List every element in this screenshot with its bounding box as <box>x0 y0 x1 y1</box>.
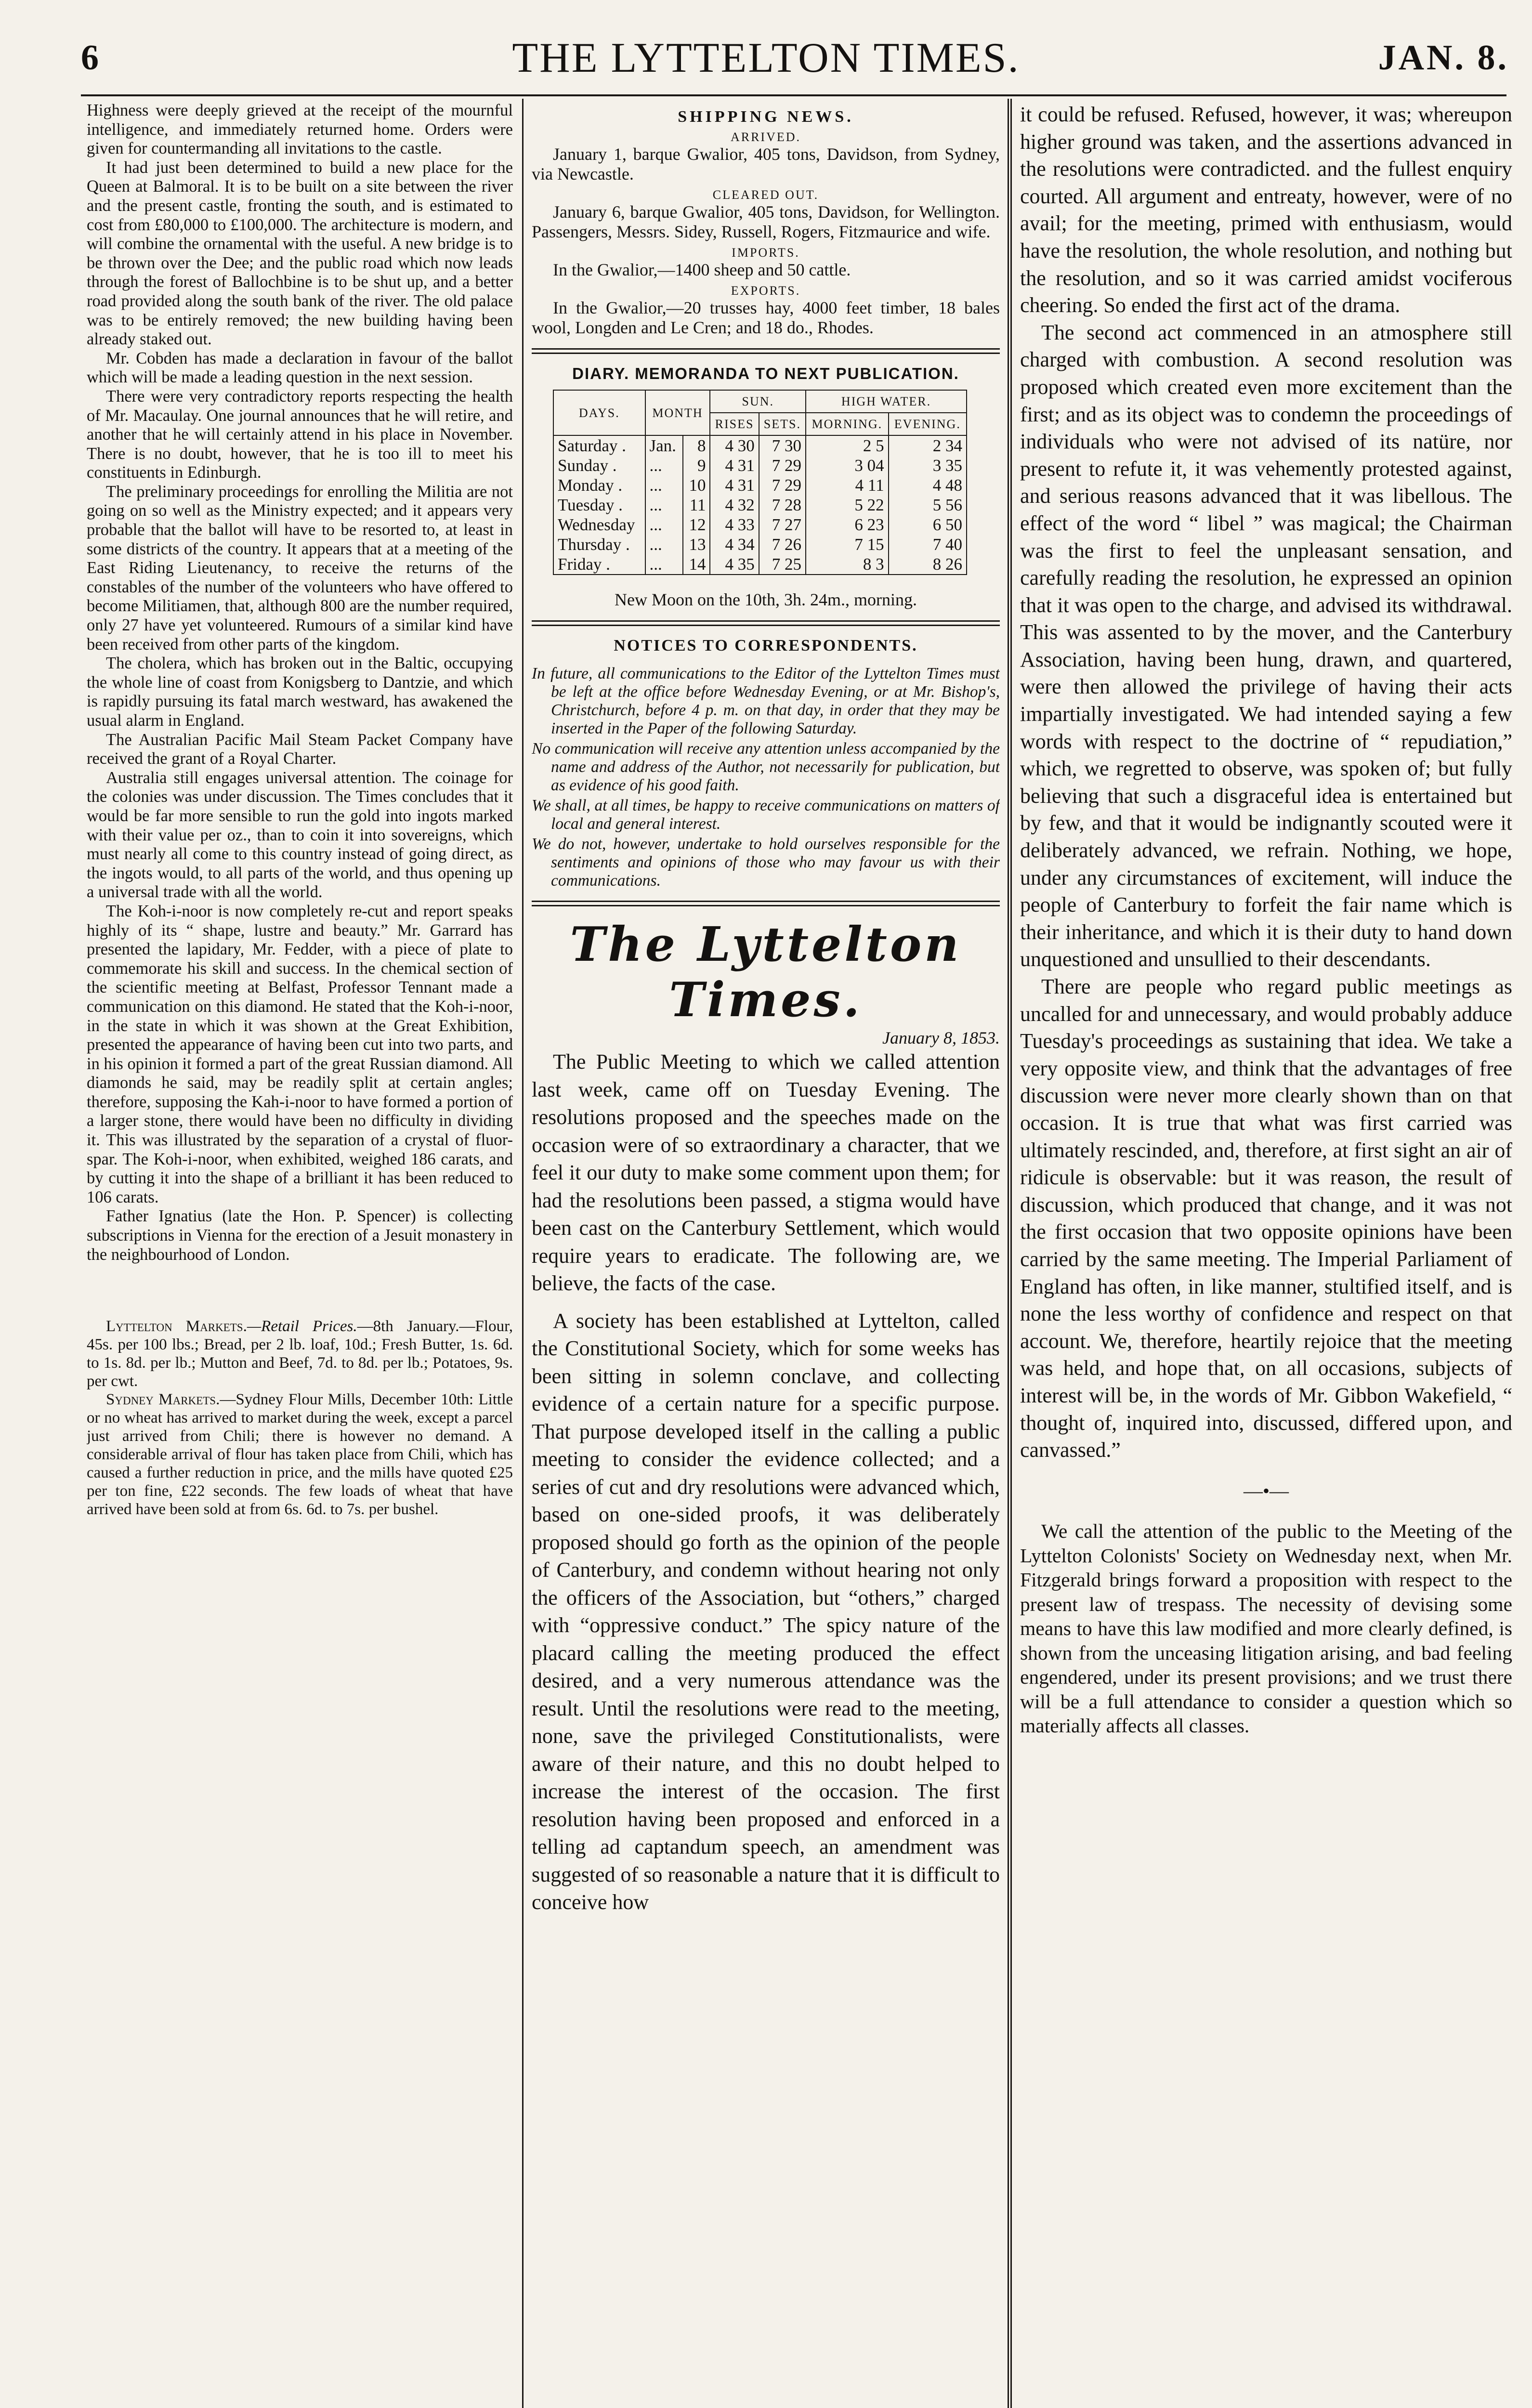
news-paragraph: There were very contradictory reports respecting the health of Mr. Macaulay. One journal announces that he will retire, and another that he will certainly attend in his place in November. There is no doubt, however, that he is too ill to meet his constituents in Edinburgh. <box>87 387 513 482</box>
diary-day: Friday . <box>553 554 645 575</box>
diary-month: Jan. <box>645 435 683 456</box>
leader-paragraph: The Public Meeting to which we called attention last week, came off on Tuesday Evening. The resolutions proposed and the speeches made on the occasion were of so extraordinary a character, that we feel it our duty to make some comment upon them; for had the resolutions been passed, a stigma would have been cast on the Canterbury Settlement, which would require years to eradicate. The following are, we believe, the facts of the case. <box>532 1050 1000 1295</box>
diary-evening: 6 50 <box>889 515 967 535</box>
news-paragraph: Father Ignatius (late the Hon. P. Spencer) is collecting subscriptions in Vienna for the erection of a Jesuit monastery in the neighbourhood of London. <box>87 1207 513 1264</box>
markets-subtitle: —Retail Prices. <box>247 1318 357 1335</box>
diary-month: ... <box>645 495 683 515</box>
diary-header-sets: SETS. <box>759 413 806 435</box>
diary-header-sun: SUN. <box>710 390 806 413</box>
colonists-society-notice: We call the attention of the public to the Meeting of the Lyttelton Colonists' Society on Wednesday next, when Mr. Fitzgerald brings forward a proposition with respect to the present law of trespass. The necessity of devising some means to have this law modified and more clearly defined, is shown from the unceasing litigation arising, and bad feeling engendered, under its present provisions; and we trust there will be a full attendance to consider a question which so materially affects all classes. <box>1020 1520 1512 1737</box>
diary-sets: 7 29 <box>759 456 806 475</box>
table-row <box>553 515 967 535</box>
diary-header-high-water: HIGH WATER. <box>806 390 967 413</box>
diary-morning: 6 23 <box>806 515 889 535</box>
table-row <box>553 435 967 456</box>
diary-rises: 4 30 <box>710 435 759 456</box>
markets-text: —8th January.—Flour, 45s. per 100 lbs.; Bread, per 2 lb. loaf, 10d.; Fresh Butter, 1s. 6d. to 1s. 8d. per lb.; Mutton and Beef, 7d. to 8d. per lb.; Potatoes, 9s. per cwt. <box>87 1318 513 1390</box>
notice-item: We do not, however, undertake to hold ourselves responsible for the sentiments and opinions of those who may favour us with their communications. <box>532 835 1000 890</box>
diary-sets: 7 25 <box>759 554 806 575</box>
shipping-news <box>532 108 1000 338</box>
diary-morning: 4 11 <box>806 475 889 495</box>
paper-title: The Lyttelton Times. <box>570 917 962 1028</box>
news-paragraph: The preliminary proceedings for enrolling the Militia are not going on so well as the Ministry expected; and it appears very probable that the ballot will have to be resorted to, at least in some districts of the country. It appears that at a meeting of the East Riding Lieutenancy, to receive the returns of the constables of the number of the volunteers who have offered to become Militiamen, that, although 800 are the number required, only 27 have yet volunteered. Rumours of a similar kind have been received from other parts of the kingdom. <box>87 482 513 654</box>
news-paragraph: The Australian Pacific Mail Steam Packet Company have received the grant of a Royal Charter. <box>87 730 513 768</box>
diary-date: 12 <box>683 515 710 535</box>
markets-title: Lyttelton Markets. <box>106 1318 247 1335</box>
table-row <box>553 475 967 495</box>
news-paragraph: The Koh-i-noor is now completely re-cut and report speaks highly of its “ shape, lustre and beauty.” Mr. Garrard has presented the lapidary, Mr. Fedder, with a piece of plate to commemorate his skill and success. In the chemical section of the scientific meeting at Belfast, Professor Tennant made a communication on this diamond. He stated that the Koh-i-noor, in the state in which it was shown at the Great Exhibition, presented the appearance of having been cut into two parts, and in his opinion it formed a part of the great Russian diamond. All diamonds he said, may be readily split at certain angles; therefore, supposing the Kah-i-noor to have formed a portion of a larger stone, there would have been no difficulty in dividing it. This was illustrated by the separation of a crystal of fluor-spar. The Koh-i-noor, when exhibited, weighed 186 carats, and by cutting it into the shape of a brilliant it has been reduced to 106 carats. <box>87 902 513 1206</box>
column-news <box>87 101 513 2408</box>
sydney-markets <box>87 1390 513 1518</box>
diary-month: ... <box>645 456 683 475</box>
diary-sets: 7 26 <box>759 535 806 554</box>
notice-item: In future, all communications to the Editor of the Lyttelton Times must be left at the office before Wednesday Evening, or at Mr. Bishop's, Christchurch, before 4 p. m. on that day, in order that they may be inserted in the Paper of the following Saturday. <box>532 665 1000 737</box>
diary-month: ... <box>645 554 683 575</box>
diary-morning: 8 3 <box>806 554 889 575</box>
leader-paragraph: A society has been established at Lyttelton, called the Constitutional Society, which for some weeks has been sitting in solemn conclave, and collecting evidence of a certain nature for a specific purpose. That purpose developed itself in the calling a public meeting to consider the evidence collected; and a series of cut and dry resolutions were advanced which, based on one-sided proofs, it was deliberately proposed should go forth as the opinion of the people of Canterbury, and condemn without hearing not only the officers of the Association, but “others,” charged with “oppressive conduct.” The spicy nature of the placard calling the meeting produced the effect desired, and a very numerous attendance was the result. Until the resolutions were read to the meeting, none, save the privileged Constitutionalists, were aware of their nature, and this no doubt helped to increase the interest of the occasion. The first resolution having been proposed and enforced in a telling ad captandum speech, an amendment was suggested of so reasonable a nature that it is difficult to conceive how <box>532 1309 1000 1914</box>
diary-day: Thursday . <box>553 535 645 554</box>
notices-to-correspondents <box>532 665 1000 890</box>
leader-article <box>532 1048 1000 1916</box>
section-divider <box>532 348 1000 354</box>
diary-date: 11 <box>683 495 710 515</box>
column-leader-continued <box>1020 101 1512 2408</box>
diary-evening: 2 34 <box>889 435 967 456</box>
diary-morning: 5 22 <box>806 495 889 515</box>
news-paragraph: It had just been determined to build a new place for the Queen at Balmoral. It is to be built on a site between the river and the present castle, fronting the south, and is estimated to cost from £80,000 to £100,000. The architecture is modern, and will combine the ornamental with the useful. A new bridge is to be thrown over the Dee; and the public road which now leads through the forest of Ballochbine is to be shut up, and a better road provided along the south bank of the river. The old palace was to be entirely removed; the new building having been already staked out. <box>87 158 513 349</box>
diary-morning: 2 5 <box>806 435 889 456</box>
diary-month: ... <box>645 515 683 535</box>
diary-rises: 4 33 <box>710 515 759 535</box>
markets-text: —Sydney Flour Mills, December 10th: Little or no wheat has arrived to market during the week, except a parcel just arrived from Chili; there is however no demand. A considerable arrival of flour has taken place from Chili, which has caused a further reduction in price, and the mills have quoted £25 per ton fine, £22 seconds. The few loads of wheat that have arrived have been sold at from 6s. 6d. to 7s. per bushel. <box>87 1391 513 1518</box>
arrived-label: ARRIVED. <box>730 130 801 144</box>
moon-note: New Moon on the 10th, 3h. 24m., morning. <box>615 590 917 609</box>
diary-sets: 7 27 <box>759 515 806 535</box>
imports-label: IMPORTS. <box>732 246 800 260</box>
diary-title: DIARY. MEMORANDA TO NEXT PUBLICATION. <box>572 365 959 382</box>
diary-day: Sunday . <box>553 456 645 475</box>
diary-morning: 3 04 <box>806 456 889 475</box>
diary-day: Wednesday <box>553 515 645 535</box>
diary-sets: 7 29 <box>759 475 806 495</box>
header-rule <box>81 94 1506 96</box>
diary-header-days: DAYS. <box>553 390 645 435</box>
diary-date: 13 <box>683 535 710 554</box>
diary-rises: 4 32 <box>710 495 759 515</box>
column-rule-2a <box>1008 99 1009 2408</box>
news-paragraph: Mr. Cobden has made a declaration in favour of the ballot which will be made a leading question in the next session. <box>87 349 513 387</box>
column-shipping-leader <box>532 101 1000 2408</box>
diary-header-morning: MORNING. <box>806 413 889 435</box>
cleared-entry: January 6, barque Gwalior, 405 tons, Davidson, for Wellington. Passengers, Messrs. Sidey, Russell, Rogers, Fitzmaurice and wife. <box>532 202 1000 241</box>
diary-sets: 7 30 <box>759 435 806 456</box>
diary-sets: 7 28 <box>759 495 806 515</box>
diary-date: 14 <box>683 554 710 575</box>
imports-entry: In the Gwalior,—1400 sheep and 50 cattle. <box>553 260 851 279</box>
diary-morning: 7 15 <box>806 535 889 554</box>
markets-title: Sydney Markets. <box>106 1391 220 1409</box>
section-divider <box>532 901 1000 906</box>
diary-rises: 4 31 <box>710 475 759 495</box>
exports-label: EXPORTS. <box>731 284 801 298</box>
exports-entry: In the Gwalior,—20 trusses hay, 4000 feet timber, 18 bales wool, Longden and Le Cren; and 18 do., Rhodes. <box>532 298 1000 337</box>
diary-day: Saturday . <box>553 435 645 456</box>
table-row <box>553 535 967 554</box>
notice-item: No communication will receive any attention unless accompanied by the name and address of the Author, not necessarily for publication, but as evidence of his good faith. <box>532 740 1000 794</box>
diary-evening: 5 56 <box>889 495 967 515</box>
lyttelton-markets <box>87 1317 513 1390</box>
diary-date: 9 <box>683 456 710 475</box>
page-header <box>0 0 1532 99</box>
arrived-entry: January 1, barque Gwalior, 405 tons, Davidson, from Sydney, via Newcastle. <box>532 144 1000 183</box>
diary-evening: 7 40 <box>889 535 967 554</box>
ornament-divider: —•— <box>1243 1479 1289 1502</box>
leader-paragraph: it could be refused. Refused, however, it was; whereupon higher ground was taken, and the assertions advanced in the resolutions were contradicted. and the fullest enquiry courted. All argument and entreaty, however, were of no avail; for the meeting, primed with enthusiasm, would have the resolution, the whole resolution, and nothing but the resolution, and so it was carried amidst vociferous cheering. So ended the first act of the drama. <box>1020 103 1512 317</box>
column-rule-2b <box>1010 99 1012 2408</box>
diary-rises: 4 34 <box>710 535 759 554</box>
news-paragraph: Australia still engages universal attention. The coinage for the colonies was under discussion. The Times concludes that it would be far more sensible to run the gold into ingots marked with their value per oz., than to coin it into sovereigns, which must nearly all come to this country instead of going direct, as the ingots would, to all parts of the world, and thus opening up a universal trade with all the world. <box>87 768 513 902</box>
diary-evening: 3 35 <box>889 456 967 475</box>
cleared-label: CLEARED OUT. <box>712 188 819 202</box>
diary-month: ... <box>645 535 683 554</box>
news-paragraph: The cholera, which has broken out in the Baltic, occupying the whole line of coast from Konigsberg to Dantzie, and which is rapidly pursuing its fatal march westward, has awakened the usual alarm in England. <box>87 654 513 730</box>
leader-date: January 8, 1853. <box>882 1028 1000 1047</box>
column-rule-1 <box>522 99 524 2408</box>
diary-header-evening: EVENING. <box>889 413 967 435</box>
masthead: THE LYTTELTON TIMES. <box>512 35 1020 81</box>
table-row <box>553 554 967 575</box>
diary-day: Monday . <box>553 475 645 495</box>
page-number: 6 <box>81 38 99 78</box>
diary-date: 10 <box>683 475 710 495</box>
diary-table <box>553 390 967 575</box>
diary-evening: 4 48 <box>889 475 967 495</box>
diary-month: ... <box>645 475 683 495</box>
diary-header-month: MONTH <box>645 390 710 435</box>
leader-paragraph: The second act commenced in an atmosphere still charged with combustion. A second resolution was proposed which created even more excitement than the first; and as its object was to condemn the proceedings of individuals who were not advised of its natüre, nor present to refute it, it was vehemently protested against, and serious reasons advanced that it was libellous. The effect of the word “ libel ” was magical; the Chairman was the first to feel the unpleasant sensation, and carefully reading the resolution, he expressed an opinion that it was open to the charge, and advised its withdrawal. This was assented to by the mover, and the Canterbury Association, having been hung, drawn, and quartered, were then allowed the privilege of having their acts impartially investigated. We had intended saying a few words with respect to the doctrine of “ repudiation,” which, we regretted to observe, was spoken of; but fully believing that such a disgraceful idea is entertained but by few, and that it would be indignantly scouted were it deliberately advanced, we refrain. Nothing, we hope, under any circumstances of excitement, will induce the people of Canterbury to forfeit the fair name which is their inheritance, and which it is their duty to hand down unquestioned and unsullied to their descendants. <box>1020 320 1512 971</box>
table-row <box>553 456 967 475</box>
leader-paragraph: There are people who regard public meetings as uncalled for and unnecessary, and would probably adduce Tuesday's proceedings as sustaining that idea. We take a very opposite view, and think that the advantages of free discussion were never more clearly shown than on that occasion. It is true that what was first carried was ultimately rescinded, and, therefore, at first sight an air of ridicule is observable: but it was reason, the result of discussion, which produced that change, and it was not the first occasion that two opposite opinions have been carried by the same meeting. The Imperial Parliament of England has often, in like manner, stultified itself, and is none the less worthy of confidence and respect on that account. We, therefore, heartily rejoice that the meeting was held, and hope that, on all occasions, subjects of interest will be, in the words of Mr. Gibbon Wakefield, “ thought of, inquired into, discussed, differed upon, and canvassed.” <box>1020 975 1512 1462</box>
diary-rises: 4 31 <box>710 456 759 475</box>
table-row <box>553 495 967 515</box>
news-paragraph: Highness were deeply grieved at the receipt of the mournful intelligence, and immediately returned home. Orders were given for countermanding all invitations to the castle. <box>87 101 513 158</box>
diary-evening: 8 26 <box>889 554 967 575</box>
diary-header-rises: RISES <box>710 413 759 435</box>
diary-rises: 4 35 <box>710 554 759 575</box>
diary-date: 8 <box>683 435 710 456</box>
issue-date: JAN. 8. <box>1378 38 1509 78</box>
section-divider <box>532 620 1000 626</box>
shipping-title: SHIPPING NEWS. <box>678 108 854 126</box>
diary-day: Tuesday . <box>553 495 645 515</box>
notice-item: We shall, at all times, be happy to receive communications on matters of local and general interest. <box>532 797 1000 833</box>
notices-title: NOTICES TO CORRESPONDENTS. <box>614 637 918 654</box>
